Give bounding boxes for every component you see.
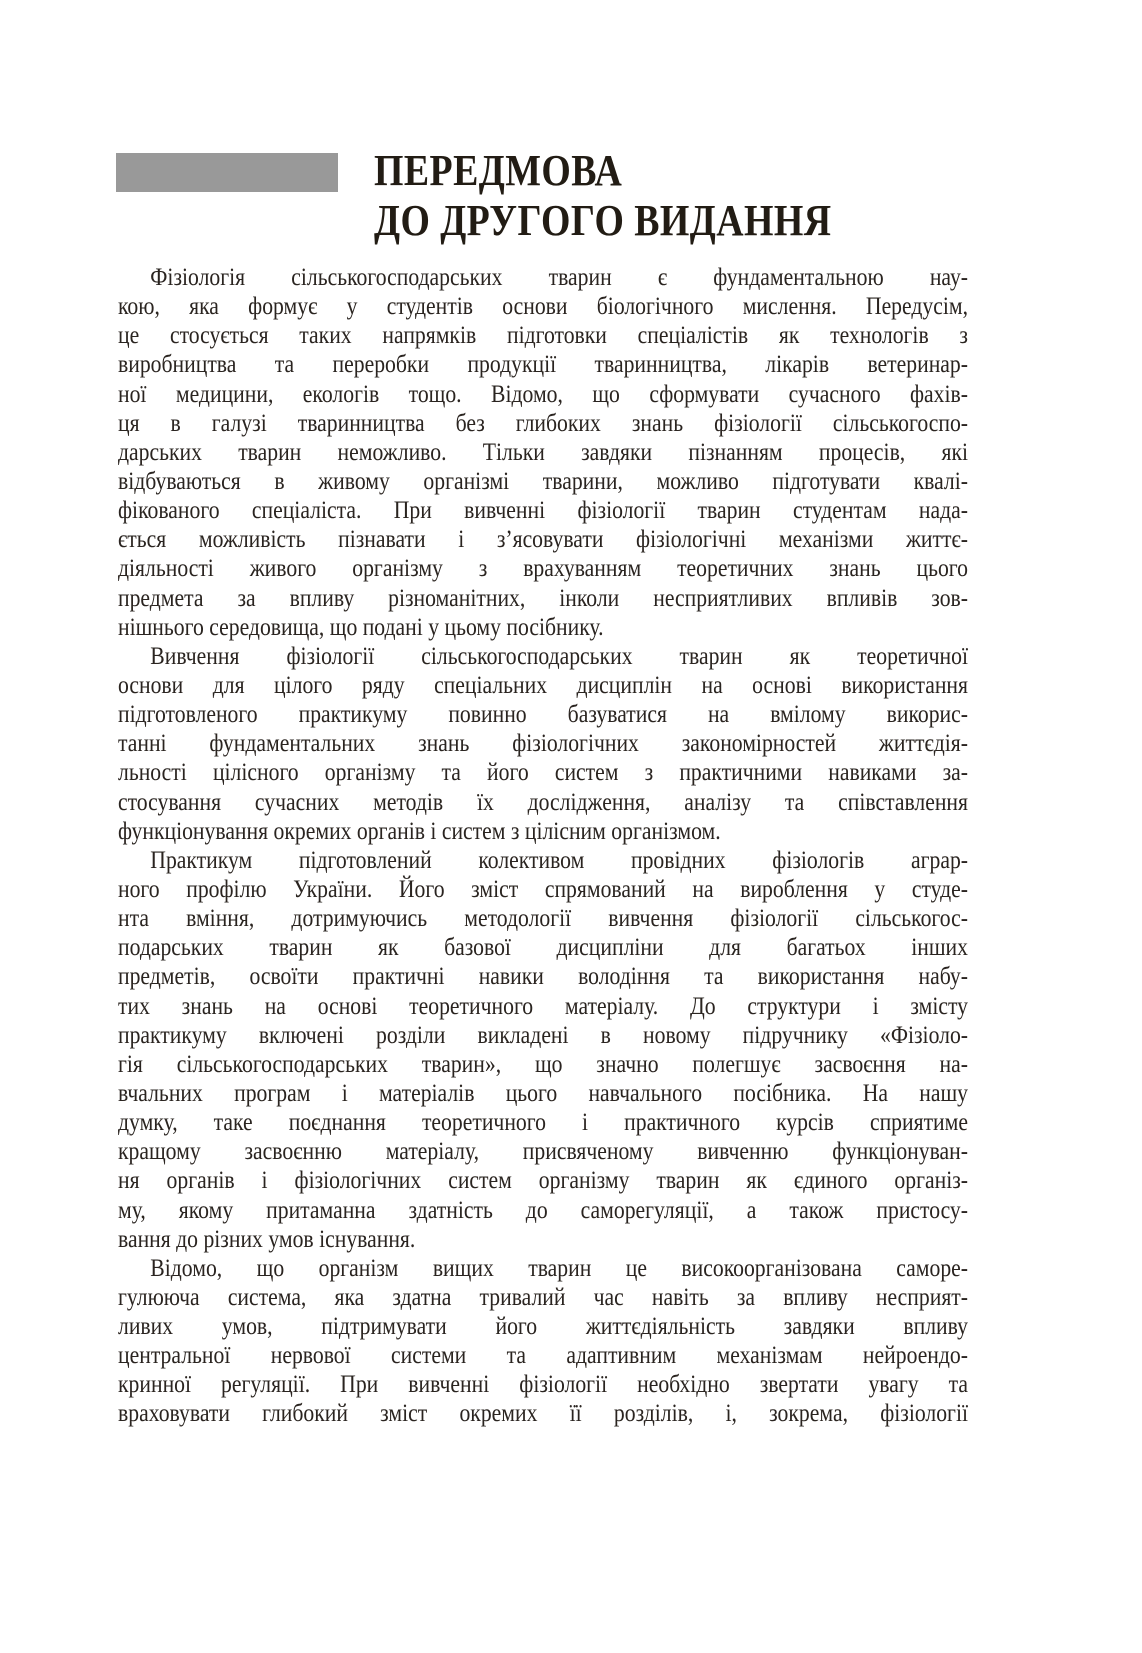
text-line: виробництва та переробки продукції тваринництва, лікарів ветеринар- [118,349,968,379]
text-line: ливих умов, підтримувати його життєдіяльність завдяки впливу [118,1311,968,1341]
text-line: му, якому притаманна здатність до саморегуляції, а також пристосу- [118,1194,968,1224]
text-line: думку, таке поєднання теоретичного і практичного курсів сприятиме [118,1107,968,1137]
text-line: ного профілю України. Його зміст спрямований на вироблення у студе- [118,873,968,903]
text-line: кою, яка формує у студентів основи біологічного мислення. Передусім, [118,291,968,321]
paragraph [118,845,1118,1253]
text-line: практикуму включені розділи викладені в новому підручнику «Фізіоло- [118,1019,968,1049]
title-line-1: ПЕРЕДМОВА [374,146,623,195]
paragraph [118,262,1118,641]
text-line: відбуваються в живому організмі тварини, можливо підготувати квалі- [118,465,968,495]
text-line: гія сільськогосподарських тварин», що значно полегшує засвоєння на- [118,1048,968,1078]
text-line: центральної нервової системи та адаптивним механізмам нейроендо- [118,1340,968,1370]
text-line: нішнього середовища, що подані у цьому посібнику. [118,611,604,641]
text-line: функціонування окремих органів і систем з цілісним організмом. [118,815,721,845]
text-line: ця в галузі тваринництва без глибоких знань фізіології сільськогоспо- [118,407,968,437]
text-line: Фізіологія сільськогосподарських тварин є фундаментальною нау- [150,262,969,291]
text-line: ня органів і фізіологічних систем організму тварин як єдиного організ- [118,1165,968,1195]
text-line: враховувати глибокий зміст окремих її розділів, і, зокрема, фізіології [118,1398,968,1428]
text-line: тих знань на основі теоретичного матеріалу. До структури і змісту [118,990,968,1020]
title-line-2: ДО ДРУГОГО ВИДАННЯ [374,196,832,245]
text-line: Відомо, що організм вищих тварин це високоорганізована саморе- [150,1252,969,1282]
paragraph [118,1253,1118,1428]
text-line: танні фундаментальних знань фізіологічних закономірностей життєдія- [118,728,968,758]
text-line: підготовленого практикуму повинно базуватися на вмілому викорис- [118,699,968,729]
text-line: нта вміння, дотримуючись методології вивчення фізіології сільськогос- [118,903,968,933]
text-line: Вивчення фізіології сільськогосподарських тварин як теоретичної [150,640,969,670]
text-line: ється можливість пізнавати і з’ясовувати фізіологічні механізми життє- [118,524,968,554]
text-line: предмета за впливу різноманітних, інколи несприятливих впливів зов- [118,582,968,612]
text-line: діяльності живого організму з врахуванням теоретичних знань цього [118,553,968,583]
text-line: вчальних програм і матеріалів цього навчального посібника. На нашу [118,1077,968,1107]
text-line: це стосується таких напрямків підготовки спеціалістів як технологів з [118,320,968,350]
text-line: предметів, освоїти практичні навики володіння та використання набу- [118,961,968,991]
text-line: основи для цілого ряду спеціальних дисциплін на основі використання [118,669,968,699]
text-line: ної медицини, екологів тощо. Відомо, що сформувати сучасного фахів- [118,378,968,408]
text-line: вання до різних умов існування. [118,1223,416,1253]
heading-decoration-bar [116,153,338,192]
body-text [118,262,1118,1428]
text-line: гулююча система, яка здатна тривалий час навіть за впливу несприят- [118,1281,968,1311]
text-line: фікованого спеціаліста. При вивченні фізіології тварин студентам нада- [118,495,968,525]
text-line: стосування сучасних методів їх дослідження, аналізу та співставлення [118,786,968,816]
text-line: Практикум підготовлений колективом провідних фізіологів аграр- [150,844,969,874]
text-line: кращому засвоєнню матеріалу, присвяченому вивченню функціонуван- [118,1136,968,1166]
text-line: подарських тварин як базової дисципліни для багатьох інших [118,932,968,962]
text-line: дарських тварин неможливо. Тільки завдяки пізнанням процесів, які [118,436,968,466]
text-line: льності цілісного організму та його систем з практичними навиками за- [118,757,968,787]
page-title [374,146,831,246]
text-line: кринної регуляції. При вивченні фізіології необхідно звертати увагу та [118,1369,968,1399]
paragraph [118,641,1118,845]
